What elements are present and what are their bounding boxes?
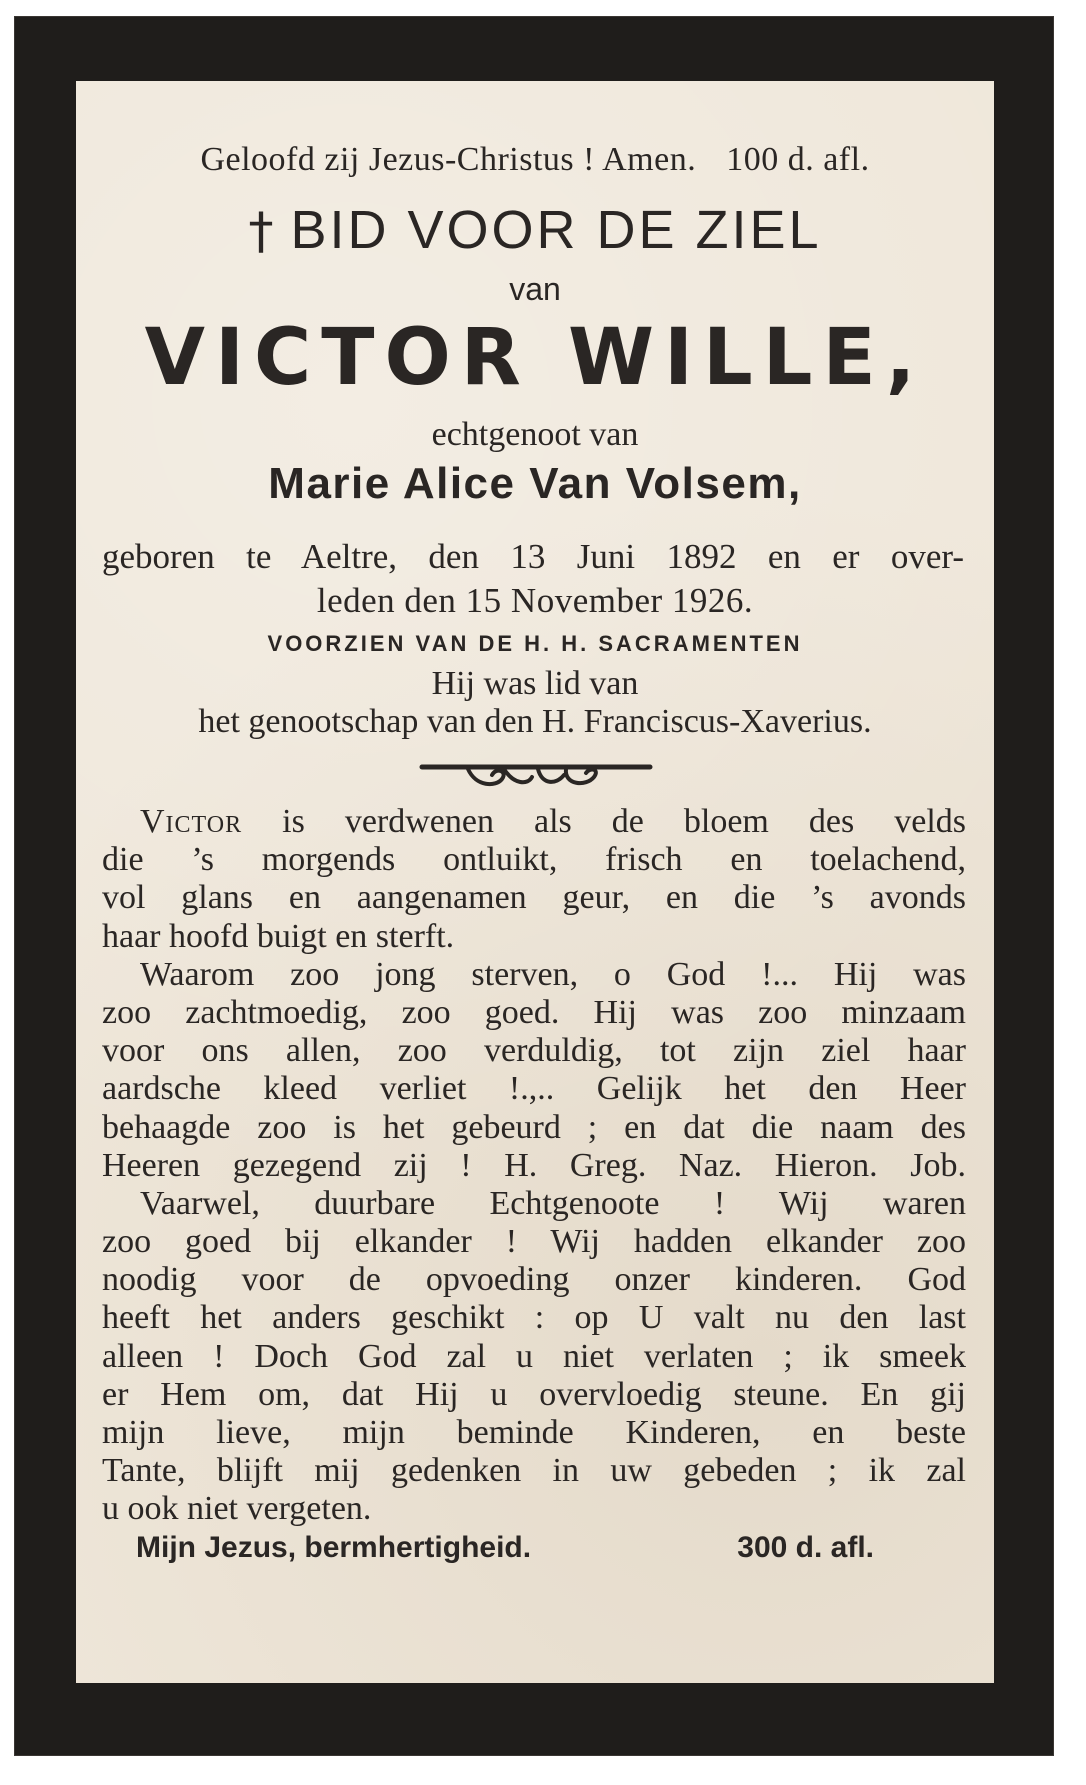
text-p3-line-3: noodig voor de opvoeding onzer kinderen. God	[102, 1261, 966, 1299]
sacraments-line: VOORZIEN VAN DE H. H. SACRAMENTEN	[267, 631, 803, 656]
text-p1-line-1: Victor is verdwenen als de bloem des velds	[140, 803, 966, 840]
ornament-divider-icon	[416, 757, 656, 797]
title-text: BID VOOR DE ZIEL	[290, 200, 822, 260]
footer-prayer: Mijn Jezus, bermhertigheid.	[136, 1531, 532, 1564]
spouse-name: Marie Alice Van Volsem,	[268, 459, 802, 508]
memorial-card-paper	[76, 81, 994, 1683]
memorial-text	[102, 803, 966, 1529]
membership-line-2: het genootschap van den H. Franciscus-Xaverius.	[198, 703, 872, 740]
text-p1-line-2: die ’s morgends ontluikt, frisch en toelachend,	[102, 841, 966, 879]
van-label: van	[509, 271, 561, 307]
text-p2-line-2: zoo zachtmoedig, zoo goed. Hij was zoo minzaam	[102, 993, 966, 1031]
birth-death-line-1: geboren te Aeltre, den 13 Juni 1892 en er over-	[102, 537, 964, 576]
text-p3-line-4: heeft het anders geschikt : op U valt nu den last	[102, 1299, 966, 1337]
text-p3-line-2: zoo goed bij elkander ! Wij hadden elkander zoo	[102, 1223, 966, 1261]
memorial-card-frame	[14, 16, 1054, 1756]
text-p3-line-9: u ook niet vergeten.	[102, 1490, 372, 1528]
card-title	[76, 199, 994, 261]
cross-icon: †	[248, 202, 277, 260]
text-p3-line-7: mijn lieve, mijn beminde Kinderen, en beste	[102, 1414, 966, 1451]
text-p2-line-6: Heeren gezegend zij ! H. Greg. Naz. Hieron. Job.	[102, 1146, 966, 1184]
text-p2-line-3: voor ons allen, zoo verduldig, tot zijn ziel haar	[102, 1032, 966, 1070]
text-p1-line-3: vol glans en aangenamen geur, en die ’s avonds	[102, 879, 966, 917]
text-p2-line-4: aardsche kleed verliet !.,.. Gelijk het den Heer	[102, 1070, 966, 1108]
text-p3-line-1: Vaarwel, duurbare Echtgenoote ! Wij waren	[140, 1184, 966, 1222]
blessing-text: Geloofd zij Jezus-Christus ! Amen.	[200, 141, 697, 178]
birth-death-line-2: leden den 15 November 1926.	[316, 581, 754, 620]
blessing-line	[76, 141, 994, 179]
first-name-smallcaps: Victor	[140, 803, 243, 840]
text-p3-line-8: Tante, blijft mij gedenken in uw gebeden ; ik zal	[102, 1452, 966, 1490]
footer-indulgence: 300 d. afl.	[737, 1531, 874, 1564]
text-p2-line-5: behaagde zoo is het gebeurd ; en dat die naam des	[102, 1108, 966, 1146]
text-p3-line-5: alleen ! Doch God zal u niet verlaten ; ik smeek	[102, 1337, 966, 1375]
membership-line-1: Hij was lid van	[431, 665, 639, 702]
text-p3-line-6: er Hem om, dat Hij u overvloedig steune. En gij	[102, 1375, 966, 1413]
text-p2-line-1: Waarom zoo jong sterven, o God !... Hij was	[140, 955, 966, 993]
deceased-name: VICTOR WILLE,	[144, 313, 926, 403]
spouse-intro: echtgenoot van	[431, 416, 639, 453]
text-p1-line-4: haar hoofd buigt en sterft.	[102, 917, 455, 955]
top-indulgence: 100 d. afl.	[726, 141, 870, 178]
